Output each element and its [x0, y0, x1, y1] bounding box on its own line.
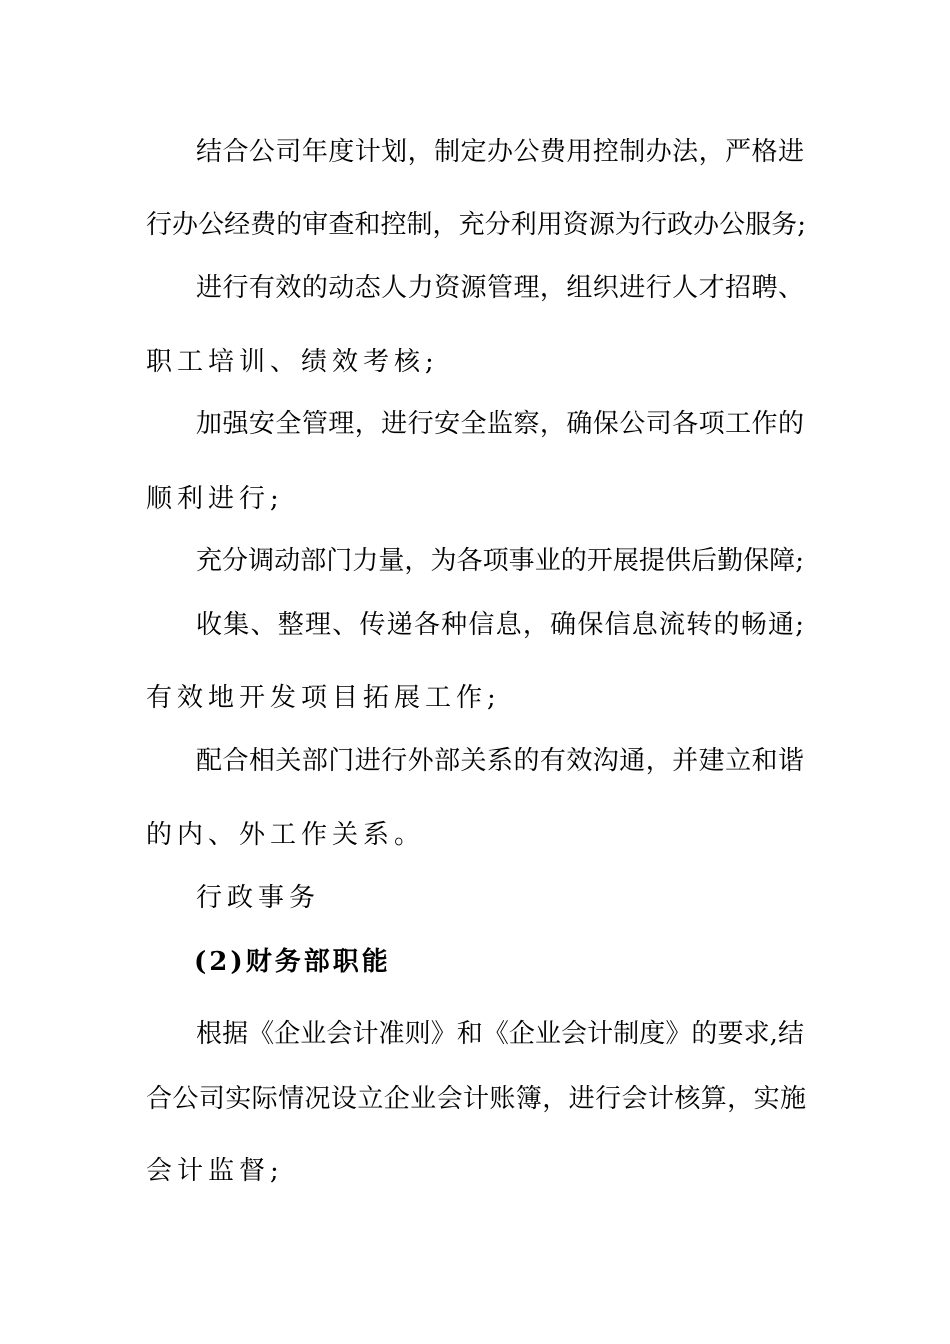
text-line-5: 加强安全管理，进行安全监察，确保公司各项工作的: [196, 409, 804, 439]
text-line-11: 的内、外工作关系。: [146, 820, 426, 850]
text-line-4: 职工培训、绩效考核;: [146, 347, 439, 377]
text-line-7: 充分调动部门力量，为各项事业的开展提供后勤保障;: [196, 546, 804, 576]
text-line-15: 合公司实际情况设立企业会计账簿，进行会计核算，实施: [146, 1084, 806, 1114]
text-line-14: 根据《企业会计准则》和《企业会计制度》的要求,结: [196, 1019, 804, 1049]
text-line-3: 进行有效的动态人力资源管理，组织进行人才招聘、: [196, 273, 804, 303]
section-heading: (2)财务部职能: [194, 947, 391, 977]
text-line-16: 会计监督;: [146, 1156, 284, 1186]
text-line-8: 收集、整理、传递各种信息，确保信息流转的畅通;: [196, 610, 804, 640]
text-line-1: 结合公司年度计划，制定办公费用控制办法，严格进: [196, 137, 804, 167]
text-line-2: 行办公经费的审查和控制，充分利用资源为行政办公服务;: [146, 210, 806, 240]
text-line-6: 顺利进行;: [146, 484, 284, 514]
text-line-9: 有效地开发项目拓展工作;: [146, 683, 501, 713]
text-line-10: 配合相关部门进行外部关系的有效沟通，并建立和谐: [196, 746, 804, 776]
text-line-12: 行政事务: [196, 883, 321, 913]
